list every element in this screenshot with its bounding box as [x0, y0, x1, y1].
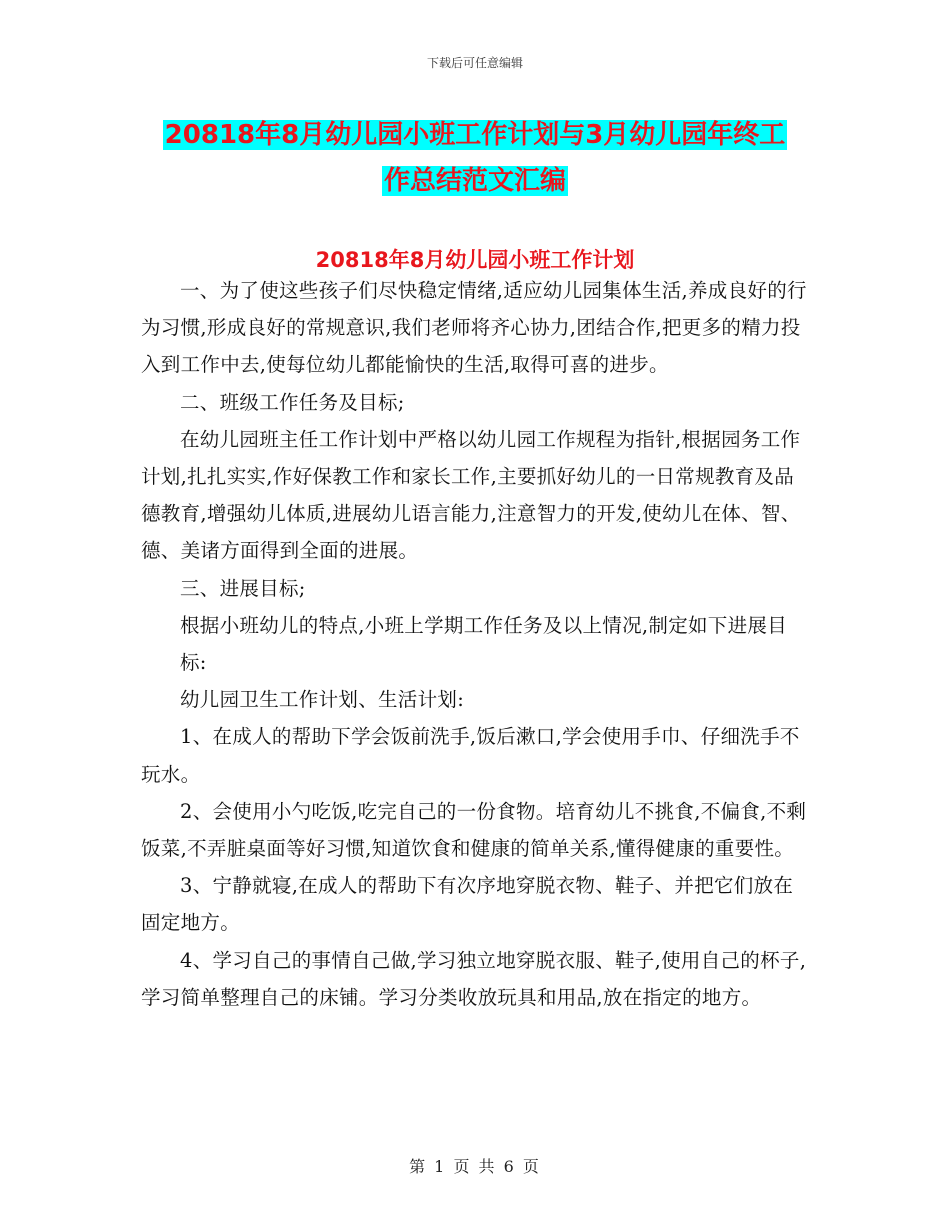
document-title [120, 112, 830, 204]
list-item-3: 3、宁静就寝,在成人的帮助下有次序地穿脱衣物、鞋子、并把它们放在固定地方。 [141, 874, 794, 935]
document-body [141, 272, 811, 1016]
section-title: 20818年8月幼儿园小班工作计划 [315, 248, 635, 272]
paragraph-heading-goals: 三、进展目标; [180, 576, 306, 600]
paragraph-hygiene-plan: 幼儿园卫生工作计划、生活计划: [180, 688, 465, 712]
header-note: 下载后可任意编辑 [426, 56, 523, 70]
paragraph-heading-tasks: 二、班级工作任务及目标; [180, 390, 405, 414]
list-item-4: 4、学习自己的事情自己做,学习独立地穿脱衣服、鞋子,使用自己的杯子,学习简单整理自己的床铺。学习分类收放玩具和用品,放在指定的地方。 [141, 948, 807, 1009]
list-item-1: 1、在成人的帮助下学会饭前洗手,饭后漱口,学会使用手巾、仔细洗手不玩水。 [141, 725, 800, 786]
document-title-line-1: 20818年8月幼儿园小班工作计划与3月幼儿园年终工 [164, 120, 786, 150]
page-number-footer: 第 1 页 共 6 页 [409, 1157, 541, 1176]
paragraph-goals: 根据小班幼儿的特点,小班上学期工作任务及以上情况,制定如下进展目标: [180, 613, 787, 675]
paragraph-tasks: 在幼儿园班主任工作计划中严格以幼儿园工作规程为指针,根据园务工作计划,扎扎实实,作好保教工作和家长工作,主要抓好幼儿的一日常规教育及品德教育,增强幼儿体质,进展幼儿语言能力,注意智力的开发,使幼儿在体、智、德、美诸方面得到全面的进展。 [141, 427, 801, 563]
document-title-line-2: 作总结范文汇编 [383, 166, 566, 196]
list-item-2: 2、会使用小勺吃饭,吃完自己的一份食物。培育幼儿不挑食,不偏食,不剩饭菜,不弄脏桌面等好习惯,知道饮食和健康的简单关系,懂得健康的重要性。 [141, 799, 807, 861]
paragraph-intro: 一、为了使这些孩子们尽快稳定情绪,适应幼儿园集体生活,养成良好的行为习惯,形成良好的常规意识,我们老师将齐心协力,团结合作,把更多的精力投入到工作中去,使每位幼儿都能愉快的生活,取得可喜的进步。 [141, 279, 807, 377]
